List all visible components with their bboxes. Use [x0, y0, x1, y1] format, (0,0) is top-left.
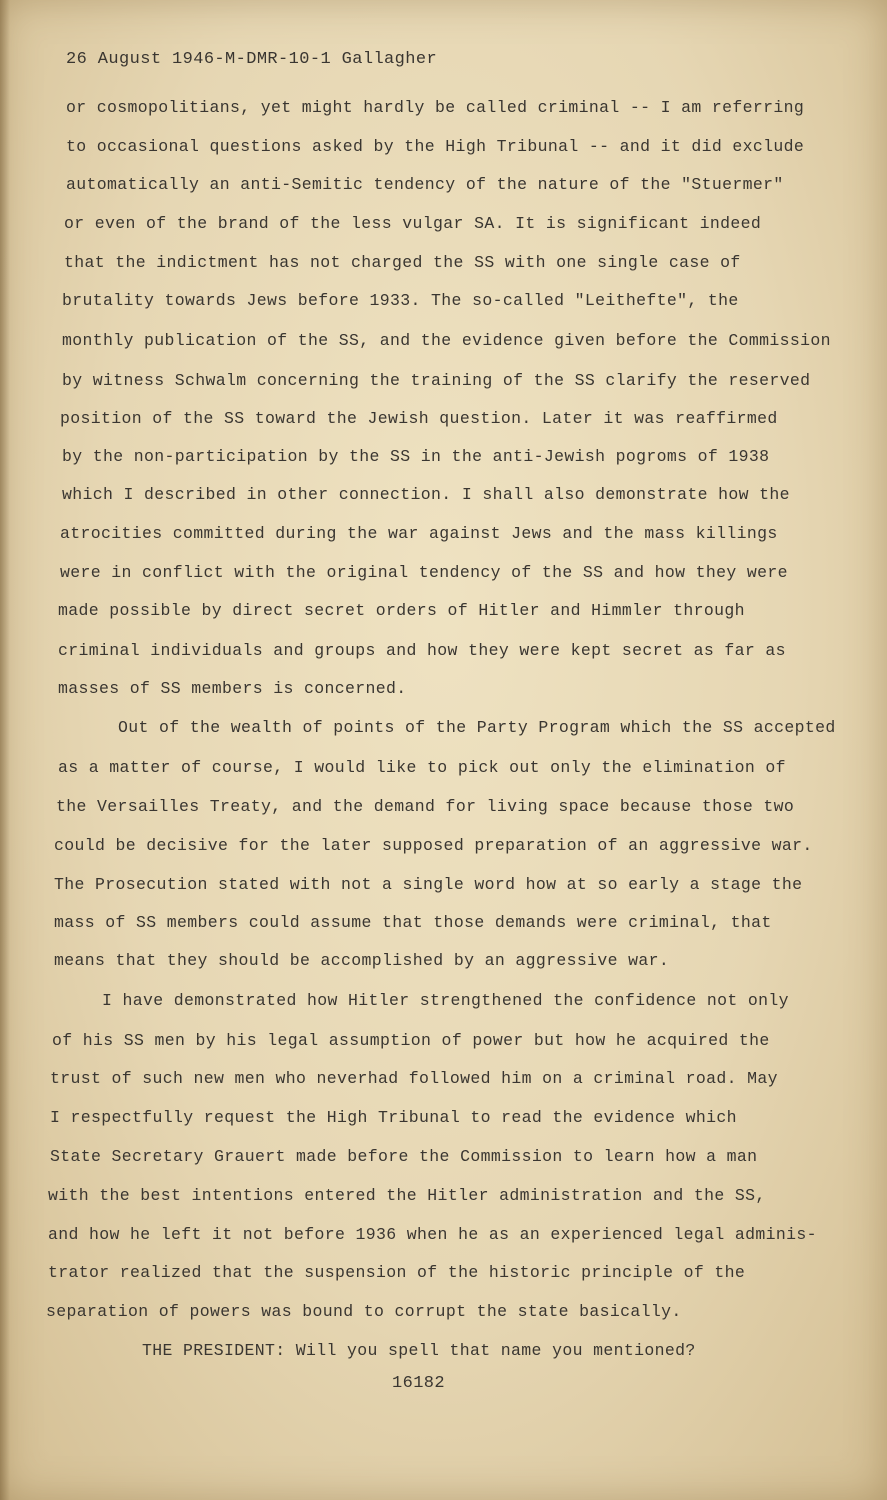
- text-line: which I described in other connection. I shall also demonstrate how the: [62, 485, 790, 504]
- text-line: monthly publication of the SS, and the evidence given before the Commission: [62, 331, 831, 350]
- text-line: by the non-participation by the SS in the anti-Jewish pogroms of 1938: [62, 447, 770, 466]
- text-line: of his SS men by his legal assumption of power but how he acquired the: [52, 1031, 770, 1050]
- text-line: or even of the brand of the less vulgar SA. It is significant indeed: [64, 214, 762, 233]
- text-line: I have demonstrated how Hitler strengthened the confidence not only: [102, 991, 789, 1010]
- text-line: that the indictment has not charged the SS with one single case of: [64, 253, 741, 272]
- text-line: position of the SS toward the Jewish question. Later it was reaffirmed: [60, 409, 778, 428]
- text-line: brutality towards Jews before 1933. The so-called "Leithefte", the: [62, 291, 739, 310]
- text-line: I respectfully request the High Tribunal to read the evidence which: [50, 1108, 737, 1127]
- text-line: separation of powers was bound to corrupt the state basically.: [46, 1302, 682, 1321]
- text-line: automatically an anti-Semitic tendency of the nature of the "Stuermer": [66, 175, 784, 194]
- page-number: 16182: [392, 1374, 446, 1393]
- page-header: 26 August 1946-M-DMR-10-1 Gallagher: [66, 50, 438, 69]
- page-edge-shadow: [0, 0, 10, 1500]
- text-line: were in conflict with the original tendency of the SS and how they were: [60, 563, 788, 582]
- text-line: could be decisive for the later supposed preparation of an aggressive war.: [54, 836, 813, 855]
- text-line: trator realized that the suspension of the historic principle of the: [48, 1263, 746, 1282]
- speaker-line: THE PRESIDENT: Will you spell that name you mentioned?: [142, 1341, 696, 1360]
- text-line: by witness Schwalm concerning the training of the SS clarify the reserved: [62, 371, 811, 390]
- text-line: trust of such new men who neverhad followed him on a criminal road. May: [50, 1069, 778, 1088]
- text-line: with the best intentions entered the Hitler administration and the SS,: [48, 1186, 766, 1205]
- text-line: the Versailles Treaty, and the demand for living space because those two: [56, 797, 795, 816]
- text-line: masses of SS members is concerned.: [58, 679, 407, 698]
- text-line: made possible by direct secret orders of Hitler and Himmler through: [58, 601, 745, 620]
- text-line: atrocities committed during the war against Jews and the mass killings: [60, 524, 778, 543]
- text-line: means that they should be accomplished by an aggressive war.: [54, 951, 670, 970]
- text-line: or cosmopolitians, yet might hardly be called criminal -- I am referring: [66, 98, 805, 117]
- text-line: mass of SS members could assume that those demands were criminal, that: [54, 913, 772, 932]
- text-line: criminal individuals and groups and how they were kept secret as far as: [58, 641, 786, 660]
- text-line: as a matter of course, I would like to pick out only the elimination of: [58, 758, 786, 777]
- text-line: State Secretary Grauert made before the Commission to learn how a man: [50, 1147, 758, 1166]
- text-line: Out of the wealth of points of the Party Program which the SS accepted: [118, 718, 836, 737]
- text-line: and how he left it not before 1936 when he as an experienced legal adminis-: [48, 1225, 817, 1244]
- text-line: The Prosecution stated with not a single word how at so early a stage the: [54, 875, 803, 894]
- text-line: to occasional questions asked by the High Tribunal -- and it did exclude: [66, 137, 805, 156]
